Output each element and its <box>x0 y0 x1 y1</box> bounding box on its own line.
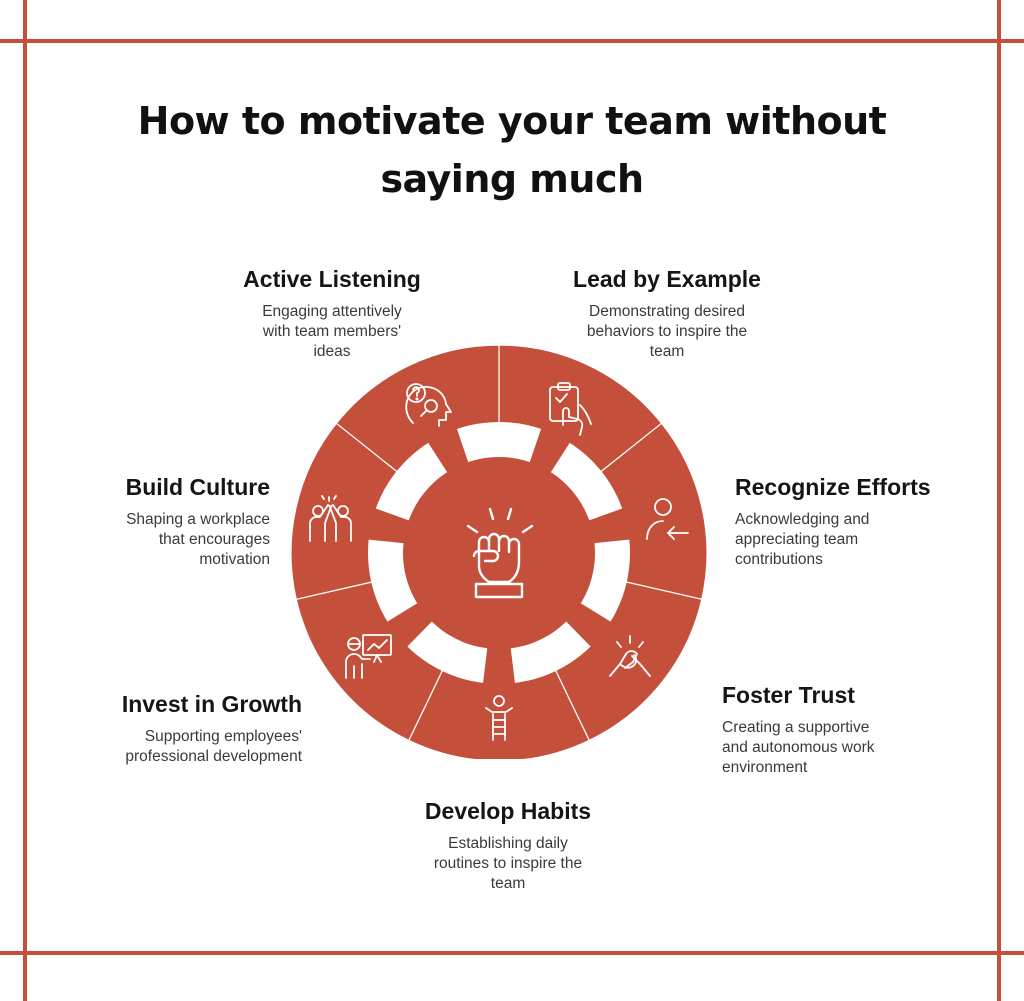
item-description: Establishing daily routines to inspire the team <box>433 835 583 892</box>
item-active-listening <box>202 265 462 362</box>
item-description: Engaging attentively with team members' ideas <box>262 303 402 360</box>
wheel-spoke-foster-trust <box>483 642 516 687</box>
item-lead-by-example <box>537 265 797 362</box>
frame-line-top <box>0 39 1024 43</box>
item-description: Creating a supportive and autonomous work environment <box>722 719 875 776</box>
item-description: Shaping a workplace that encourages motivation <box>126 511 270 568</box>
motivation-wheel <box>282 345 716 759</box>
item-invest-in-growth <box>42 690 302 767</box>
item-build-culture <box>10 473 270 570</box>
item-title: Foster Trust <box>722 682 855 708</box>
item-title: Lead by Example <box>573 266 761 292</box>
item-recognize-efforts <box>735 473 995 570</box>
center-hub <box>403 457 595 649</box>
item-foster-trust <box>722 681 982 778</box>
item-title: Invest in Growth <box>121 691 302 717</box>
item-description: Acknowledging and appreciating team contributions <box>735 511 870 568</box>
item-description: Supporting employees' professional development <box>125 728 302 765</box>
page-title: How to motivate your team without saying much <box>137 99 887 201</box>
item-title: Recognize Efforts <box>735 474 931 500</box>
item-title: Develop Habits <box>424 798 592 824</box>
item-title: Build Culture <box>125 474 270 500</box>
frame-line-bottom <box>0 951 1024 955</box>
item-description: Demonstrating desired behaviors to inspire the team <box>586 303 748 360</box>
item-title: Active Listening <box>243 266 421 292</box>
frame-line-right <box>997 0 1001 1001</box>
item-develop-habits <box>378 797 638 894</box>
